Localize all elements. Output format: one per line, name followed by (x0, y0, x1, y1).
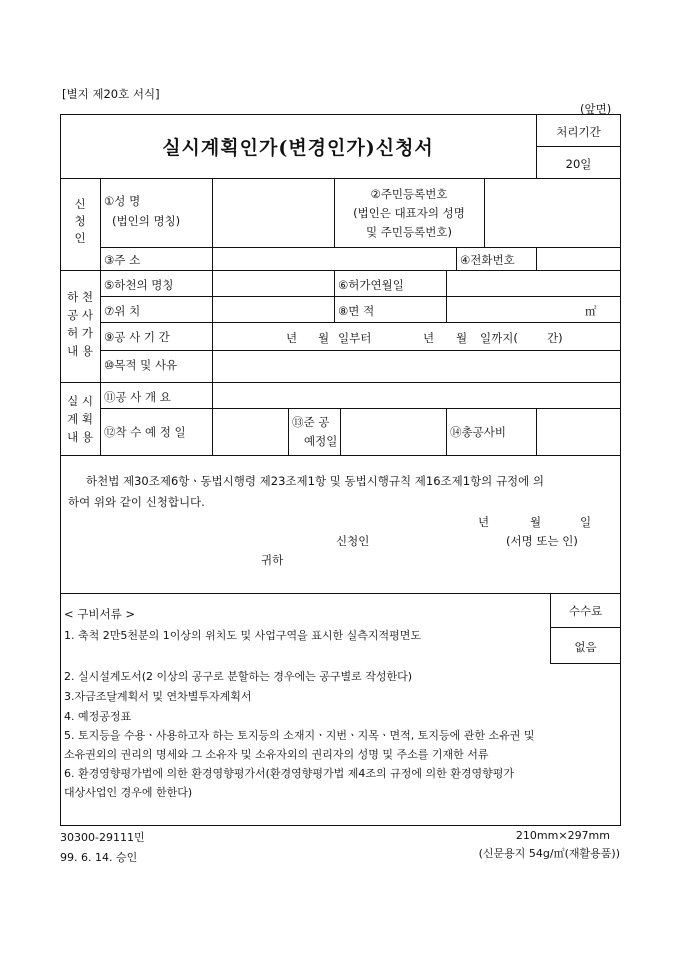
total-cost-label: ⑭총공사비 (450, 425, 506, 439)
location-label: ⑦위 치 (104, 304, 141, 318)
applicant-sign-label: 신청인 (336, 534, 370, 548)
address-field[interactable] (213, 248, 456, 270)
form-number: [별지 제20호 서식] (62, 87, 160, 101)
phone-label: ④전화번호 (460, 253, 515, 267)
river-name-field[interactable] (213, 271, 334, 296)
start-date-field[interactable] (213, 409, 288, 455)
permit-section-label: 하 천 공 사 허 가 내 용 (67, 290, 93, 358)
overview-label: ⑪공 사 개 요 (104, 390, 171, 404)
statement-line1: 하천법 제30조제6항ㆍ동법시행령 제23조제1항 및 동법시행규칙 제16조제1항의 규정에 의 (86, 474, 545, 488)
list-item: 2. 실시설계도서(2 이상의 공구로 분할하는 경우에는 공구별로 작성한다) (64, 670, 413, 683)
footer-approval: 99. 6. 14. 승인 (60, 851, 138, 864)
area-label: ⑧면 적 (338, 304, 375, 318)
rrn-label: ②주민등록번호 (370, 187, 448, 201)
rrn-sub2: 및 주민등록번호) (366, 225, 452, 239)
rrn-sub1: (법인은 대표자의 성명 (353, 206, 465, 220)
area-unit: ㎡ (585, 304, 597, 318)
processing-period-label: 처리기간 (556, 125, 601, 139)
signature-label: (서명 또는 인) (506, 534, 578, 548)
plan-section-label: 실 시 계 획 내 용 (67, 394, 93, 444)
purpose-label: ⑩목적 및 사유 (104, 358, 178, 372)
completion-label1: ⑬준 공 (292, 415, 330, 429)
period-day2: 일까지( (480, 331, 518, 345)
documents-heading: < 구비서류 > (64, 607, 136, 621)
list-item: 5. 토지등을 수용ㆍ사용하고자 하는 토지등의 소재지ㆍ지번ㆍ지목ㆍ면적, 토지등에 관한 소유권 및 (64, 729, 535, 742)
list-item: 소유권외의 권리의 명세와 그 소유자 및 소유자외의 권리자의 성명 및 주소를 기재한 서류 (64, 748, 489, 761)
period-month2: 월 (456, 331, 468, 345)
permit-date-label: ⑥허가연월일 (338, 278, 404, 292)
list-item: 6. 환경영향평가법에 의한 환경영향평가서(환경영향평가법 제4조의 규정에 의한 환경영향평가 (64, 767, 515, 780)
applicant-name-field[interactable] (213, 179, 334, 247)
period-year1: 년 (286, 331, 298, 345)
location-field[interactable] (213, 297, 334, 322)
form-title: 실시계획인가(변경인가)신청서 (162, 137, 434, 159)
footer-size: 210mm×297mm (515, 829, 610, 842)
processing-period-value: 20일 (565, 157, 592, 171)
period-end: 간) (547, 331, 563, 345)
rrn-field[interactable] (485, 179, 620, 247)
period-label: ⑨공 사 기 간 (104, 330, 170, 344)
address-label: ③주 소 (104, 253, 141, 267)
purpose-field[interactable] (213, 351, 620, 382)
list-item: 3.자금조달계획서 및 연차별투자계획서 (64, 690, 252, 703)
start-date-label: ⑫착 수 예 정 일 (104, 425, 186, 439)
phone-field[interactable] (537, 248, 620, 270)
date-month: 월 (530, 515, 542, 529)
permit-date-field[interactable] (447, 271, 620, 296)
completion-label2: 예정일 (304, 434, 338, 448)
fee-value: 없음 (574, 640, 597, 654)
list-item: 4. 예정공정표 (64, 710, 132, 723)
statement-line2: 하여 위와 같이 신청합니다. (68, 495, 205, 509)
list-item: 대상사업인 경우에 한한다) (64, 786, 193, 799)
fee-label: 수수료 (568, 604, 603, 618)
applicant-name-sub: (법인의 명칭) (112, 214, 181, 228)
applicant-name-label: ①성 명 (104, 194, 141, 208)
addressee-label: 귀하 (261, 553, 284, 567)
list-item: 1. 축척 2만5천분의 1이상의 위치도 및 사업구역을 표시한 실측지적평면도 (64, 629, 421, 642)
period-day1: 일부터 (338, 331, 372, 345)
completion-date-field[interactable] (341, 409, 446, 455)
period-year2: 년 (423, 331, 435, 345)
period-month1: 월 (318, 331, 330, 345)
date-day: 일 (580, 515, 592, 529)
footer-paper: (신문용지 54g/㎡(재활용품)) (478, 847, 620, 860)
date-year: 년 (478, 515, 490, 529)
total-cost-field[interactable] (537, 409, 620, 455)
footer-code: 30300-29111민 (60, 831, 145, 844)
overview-field[interactable] (213, 383, 620, 408)
applicant-section-label: 신 청 인 (74, 197, 86, 245)
page-side-label: (앞면) (580, 102, 612, 116)
river-name-label: ⑤하천의 명칭 (104, 278, 174, 292)
